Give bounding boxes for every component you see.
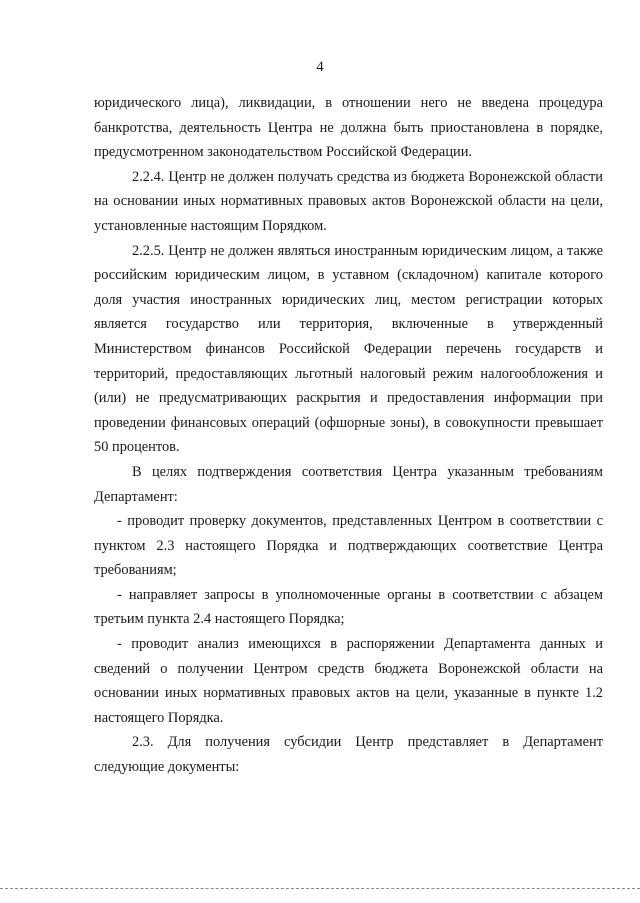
paragraph-2-2-4: 2.2.4. Центр не должен получать средства из бюджета Воронежской области на основании иных нормативных правовых актов Воронежской области на цели, установленные настоящим Порядком. — [94, 168, 603, 234]
paragraph-2-3: 2.3. Для получения субсидии Центр представляет в Департамент следующие документы: — [94, 734, 603, 776]
page-number: 4 — [316, 59, 324, 75]
list-item-requests: - направляет запросы в уполномоченные органы в соответствии с абзацем третьим пункта 2.4 настоящего Порядка; — [94, 586, 603, 628]
list-item-document-check: - проводит проверку документов, представленных Центром в соответствии с пунктом 2.3 настоящего Порядка и подтверждающих соответствие Центра требованиям; — [94, 513, 603, 579]
paragraph-bankruptcy-continuation: юридического лица), ликвидации, в отношении него не введена процедура банкротства, деятельность Центра не должна быть приостановлена в порядке, предусмотренном законодательством Российской Федерации. — [94, 95, 603, 161]
page-bottom-edge — [0, 888, 640, 890]
document-body — [94, 91, 603, 780]
paragraph-2-2-5: 2.2.5. Центр не должен являться иностранным юридическим лицом, а также российским юридическим лицом, в уставном (складочном) капитале которого доля участия иностранных юридических лиц, местом регистрации которых является государство или территория, включенные в утвержденный Министерством финансов Российской Федерации перечень государств и территорий, предоставляющих льготный налоговый режим налогообложения и (или) не предусматривающих раскрытия и предоставления информации при проведении финансовых операций (офшорные зоны), в совокупности превышает 50 процентов. — [94, 242, 603, 456]
list-item-data-analysis: - проводит анализ имеющихся в распоряжении Департамента данных и сведений о получении Центром средств бюджета Воронежской области на основании иных нормативных правовых актов на цели, указанные в пункте 1.2 настоящего Порядка. — [94, 636, 603, 726]
paragraph-verification-intro: В целях подтверждения соответствия Центра указанным требованиям Департамент: — [94, 463, 603, 505]
